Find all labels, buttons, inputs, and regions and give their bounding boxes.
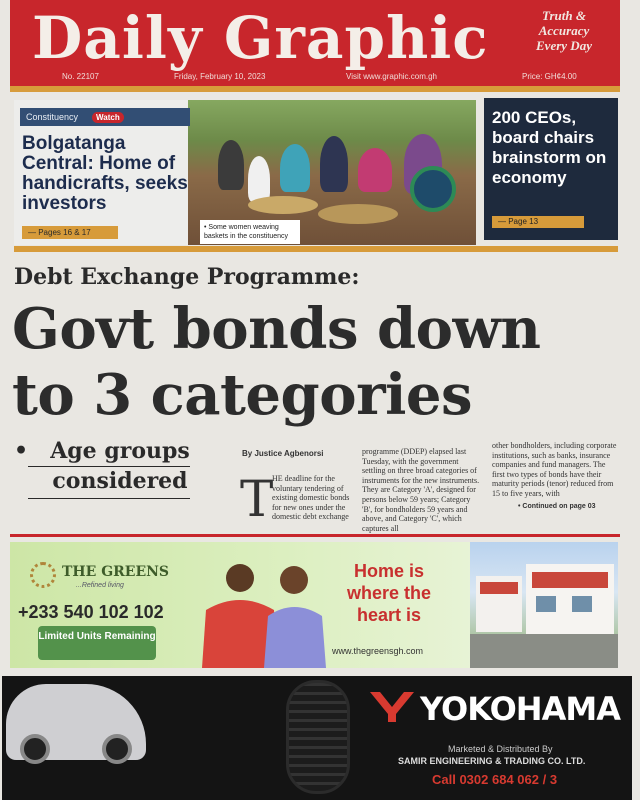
- the-greens-ad[interactable]: [10, 542, 618, 668]
- issue-number: No. 22107: [62, 72, 99, 81]
- marketed-by: Marketed & Distributed By: [448, 744, 553, 754]
- masthead: [10, 0, 620, 86]
- website-link[interactable]: Visit www.graphic.com.gh: [346, 72, 437, 81]
- feature-story[interactable]: [14, 100, 476, 245]
- yokohama-brand: YOKOHAMA: [420, 690, 620, 728]
- article-column-3: other bondholders, including corporate institutions, such as banks, insurance companies and fund managers. The first two types of bonds have their maturity periods (tenor) reduced from 15 to five years, with • Continued on page 03: [492, 441, 620, 511]
- side-story-page-ref[interactable]: — Page 13: [492, 216, 584, 228]
- distributor-phone: Call 0302 684 062 / 3: [432, 772, 558, 787]
- yokohama-logo-icon: [370, 692, 414, 722]
- masthead-tagline: Truth & Accuracy Every Day: [536, 8, 592, 53]
- issue-date: Friday, February 10, 2023: [174, 72, 266, 81]
- greens-brand: THE GREENS: [62, 564, 170, 580]
- constituency-watch-badge: Constituency Watch: [20, 108, 190, 126]
- limited-units-badge: Limited Units Remaining: [38, 626, 156, 660]
- price: Price: GH¢4.00: [522, 72, 577, 81]
- byline: By Justice Agbenorsi: [242, 449, 324, 458]
- distributor-name: SAMIR ENGINEERING & TRADING CO. LTD.: [398, 756, 586, 766]
- article-column-2: programme (DDEP) elapsed last Tuesday, with the government settling on three broad categories of instruments for the new instruments. They are Category 'A', designed for persons below 59 years; Category 'B', for bondholders 59 years and above, and Category 'C', which captures all: [362, 447, 480, 533]
- greens-phone: +233 540 102 102: [18, 602, 164, 622]
- greens-url[interactable]: www.thegreensgh.com: [332, 646, 424, 656]
- watch-logo: Watch: [92, 112, 124, 123]
- house-photo: [470, 542, 618, 668]
- greens-logo-icon: [30, 562, 56, 588]
- newspaper-title: Daily Graphic: [32, 4, 489, 72]
- continued-link[interactable]: • Continued on page 03: [518, 502, 596, 510]
- section-divider: [14, 246, 618, 252]
- car-image: [6, 684, 146, 760]
- masthead-info-bar: [10, 70, 620, 84]
- side-story-headline[interactable]: 200 CEOs, board chairs brainstorm on economy: [492, 108, 607, 187]
- yokohama-ad[interactable]: [2, 676, 632, 800]
- article-column-1: HE deadline for the voluntary tendering of existing domestic bonds for new ones under the domestic debt exchange: [272, 474, 350, 522]
- greens-slogan: Home is where the heart is: [346, 561, 432, 625]
- greens-subtitle: ...Refined living: [76, 582, 124, 589]
- feature-page-ref[interactable]: — Pages 16 & 17: [22, 226, 118, 239]
- lead-kicker: Debt Exchange Programme:: [14, 264, 360, 290]
- photo-caption: • Some women weaving baskets in the constituency: [200, 220, 300, 244]
- ad-divider: [10, 534, 620, 537]
- tire-image: [286, 680, 350, 794]
- lead-headline[interactable]: Govt bonds down to 3 categories: [12, 296, 541, 428]
- couple-photo: [182, 550, 342, 668]
- masthead-divider: [10, 86, 620, 92]
- feature-headline[interactable]: Bolgatanga Central: Home of handicrafts, seeks investors: [22, 133, 188, 214]
- side-story[interactable]: [484, 98, 618, 240]
- drop-cap: T: [240, 470, 274, 528]
